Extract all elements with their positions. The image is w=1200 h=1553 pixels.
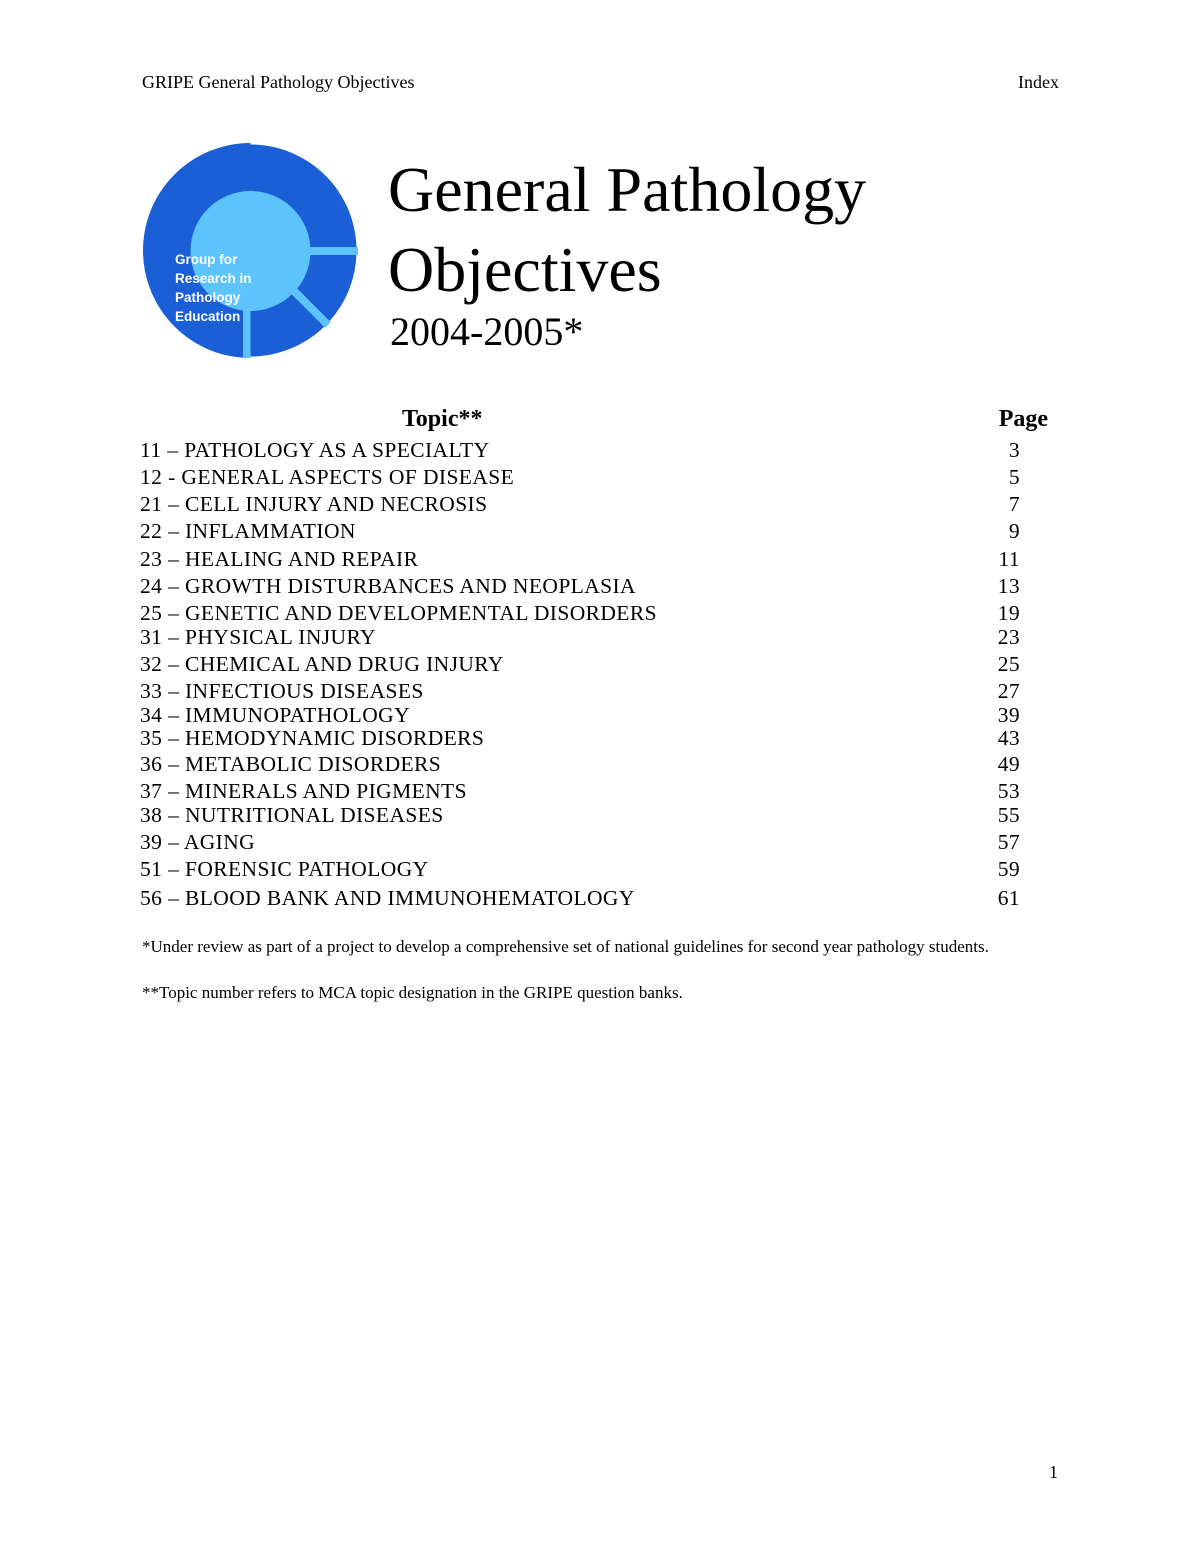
toc-topic: 33 – INFECTIOUS DISEASES [140, 679, 424, 703]
toc-topic: 34 – IMMUNOPATHOLOGY [140, 703, 410, 727]
logo-text-line-2: Research in [175, 271, 252, 286]
toc-topic: 22 – INFLAMMATION [140, 519, 356, 543]
title-line-2: Objectives [388, 234, 662, 305]
toc-topic: 23 – HEALING AND REPAIR [140, 547, 419, 571]
logo-text-line-1: Group for [175, 252, 238, 267]
toc-topic-header: Topic** [402, 406, 483, 432]
document-title [388, 150, 866, 310]
toc-page: 3 [1008, 438, 1020, 462]
title-line-1: General Pathology [388, 154, 867, 225]
toc-topic: 11 – PATHOLOGY AS A SPECIALTY [140, 438, 490, 462]
toc-topic: 38 – NUTRITIONAL DISEASES [140, 803, 444, 827]
footnote-review: *Under review as part of a project to develop a comprehensive set of national guidelines for second year pathology students. [142, 937, 989, 956]
toc-topic: 12 - GENERAL ASPECTS OF DISEASE [140, 465, 515, 489]
toc-page: 13 [997, 574, 1020, 598]
running-header-section: Index [1018, 72, 1059, 92]
toc-page: 23 [997, 625, 1020, 649]
table-of-contents [140, 406, 1050, 910]
toc-page: 55 [997, 803, 1020, 827]
toc-topic: 51 – FORENSIC PATHOLOGY [140, 857, 429, 881]
document-years: 2004-2005* [390, 309, 584, 354]
toc-page: 59 [997, 857, 1020, 881]
toc-header-row [140, 406, 1050, 440]
page-number: 1 [1049, 1462, 1058, 1482]
toc-topic: 56 – BLOOD BANK AND IMMUNOHEMATOLOGY [140, 886, 635, 910]
toc-topic: 37 – MINERALS AND PIGMENTS [140, 779, 467, 803]
toc-page: 27 [997, 679, 1020, 703]
logo-text-line-3: Pathology [175, 290, 241, 305]
footnote-topic-number: **Topic number refers to MCA topic designation in the GRIPE question banks. [142, 983, 683, 1002]
running-header-title: GRIPE General Pathology Objectives [142, 72, 415, 92]
toc-topic: 24 – GROWTH DISTURBANCES AND NEOPLASIA [140, 574, 636, 598]
toc-page: 53 [997, 779, 1020, 803]
gripe-logo [143, 143, 358, 358]
toc-page: 5 [1008, 465, 1020, 489]
toc-page: 7 [1008, 492, 1020, 516]
toc-page: 9 [1008, 519, 1020, 543]
toc-topic: 39 – AGING [140, 830, 256, 854]
toc-topic: 35 – HEMODYNAMIC DISORDERS [140, 726, 485, 750]
toc-page: 57 [997, 830, 1020, 854]
toc-page: 43 [997, 726, 1020, 750]
toc-page: 49 [997, 752, 1020, 776]
toc-topic: 32 – CHEMICAL AND DRUG INJURY [140, 652, 504, 676]
toc-page: 61 [997, 886, 1020, 910]
toc-topic: 31 – PHYSICAL INJURY [140, 625, 376, 649]
toc-topic: 25 – GENETIC AND DEVELOPMENTAL DISORDERS [140, 601, 657, 625]
toc-page: 25 [997, 652, 1020, 676]
toc-page-header: Page [998, 406, 1048, 432]
toc-page: 11 [998, 547, 1020, 571]
toc-topic: 36 – METABOLIC DISORDERS [140, 752, 442, 776]
toc-page: 39 [997, 703, 1020, 727]
toc-page: 19 [997, 601, 1020, 625]
logo-text-line-4: Education [175, 309, 241, 324]
toc-topic: 21 – CELL INJURY AND NECROSIS [140, 492, 488, 516]
